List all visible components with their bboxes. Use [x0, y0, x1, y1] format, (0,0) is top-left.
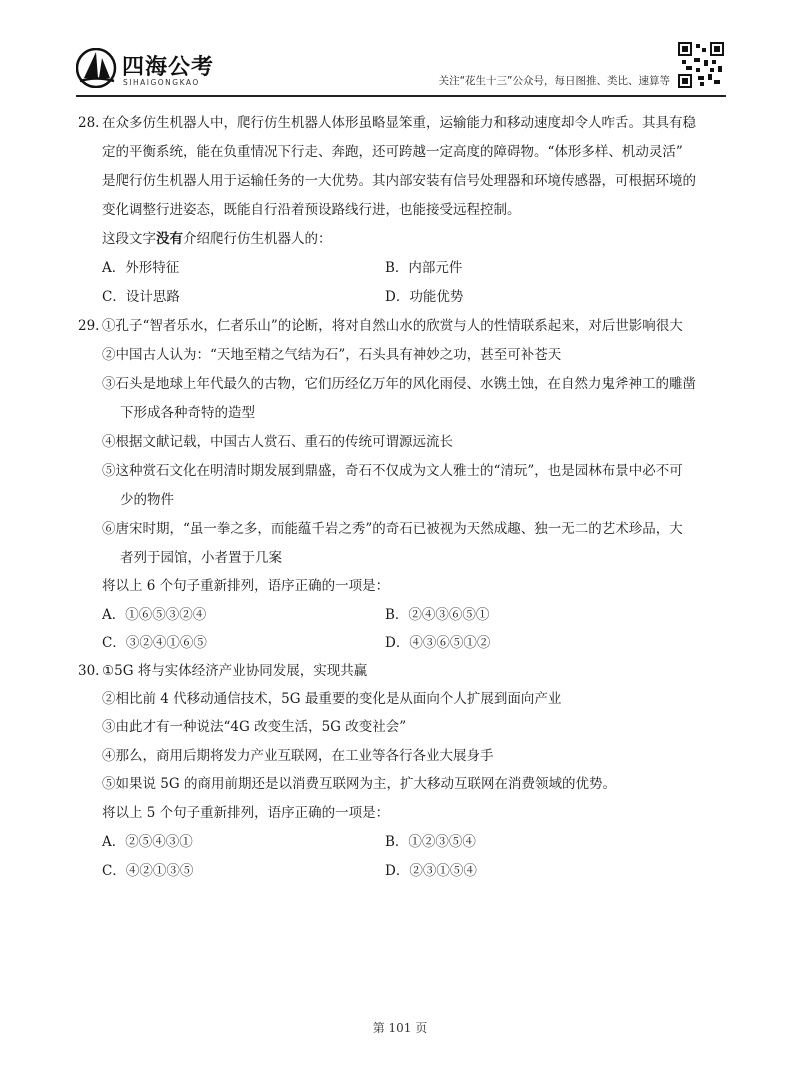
- paragraph-line: 变化调整行进姿态，既能自行沿着预设路线行进，也能接受远程控制。: [102, 202, 521, 218]
- sentence-3: ③石头是地球上年代最久的古物，它们历经亿万年的风化雨侵、水镌土蚀，在自然力鬼斧神工的雕凿: [102, 376, 696, 392]
- option-a[interactable]: A．①⑥⑤③②④: [102, 607, 207, 623]
- sentence-3: ③由此才有一种说法“4G 改变生活，5G 改变社会”: [102, 719, 407, 735]
- page-number: 第 101 页: [372, 1021, 428, 1035]
- paragraph-line: 是爬行仿生机器人用于运输任务的一大优势。其内部安装有信号处理器和环境传感器，可根据环境的: [102, 173, 696, 189]
- option-c[interactable]: C．④②①③⑤: [102, 863, 194, 879]
- sentence-1: ①孔子“智者乐水，仁者乐山”的论断，将对自然山水的欣赏与人的性情联系起来，对后世影响很大: [102, 318, 683, 334]
- sentence-2: ②相比前 4 代移动通信技术，5G 最重要的变化是从面向个人扩展到面向产业: [102, 691, 562, 707]
- question-number: 30.: [78, 663, 100, 679]
- sentence-4: ④那么，商用后期将发力产业互联网，在工业等各行各业大展身手: [102, 748, 494, 764]
- option-d[interactable]: D．功能优势: [385, 289, 464, 305]
- emphasis-text: 没有: [156, 231, 183, 247]
- question-number: 28.: [78, 115, 100, 131]
- question-prompt: 将以上 5 个句子重新排列，语序正确的一项是：: [102, 805, 390, 821]
- brand-logo: [76, 48, 236, 96]
- sentence-6: ⑥唐宋时期，“虽一拳之多，而能蕴千岩之秀”的奇石已被视为天然成趣、独一无二的艺术珍品，大: [102, 521, 683, 537]
- sentence-6-cont: 者列于园馆，小者置于几案: [120, 550, 282, 566]
- question-prompt: 这段文字没有介绍爬行仿生机器人的：: [102, 231, 332, 247]
- option-d[interactable]: D．②③①⑤④: [385, 863, 477, 879]
- sentence-5-cont: 少的物件: [120, 492, 174, 508]
- logo-text-cn: 四海公考: [122, 55, 215, 80]
- question-prompt: 将以上 6 个句子重新排列，语序正确的一项是：: [102, 578, 390, 594]
- option-d[interactable]: D．④③⑥⑤①②: [385, 635, 491, 651]
- paragraph-line: 在众多仿生机器人中，爬行仿生机器人体形虽略显笨重，运输能力和移动速度却令人咋舌。其具有稳: [102, 115, 696, 131]
- option-b[interactable]: B．内部元件: [385, 260, 463, 276]
- option-c[interactable]: C．设计思路: [102, 289, 180, 305]
- option-b[interactable]: B．②④③⑥⑤①: [385, 607, 490, 623]
- sentence-5: ⑤这种赏石文化在明清时期发展到鼎盛，奇石不仅成为文人雅士的“清玩”，也是园林布景中必不可: [102, 463, 683, 479]
- sail-logo-icon: [76, 48, 120, 88]
- sentence-2: ②中国古人认为：“天地至精之气结为石”，石头具有神妙之功，甚至可补苍天: [102, 347, 562, 363]
- paragraph-line: 定的平衡系统，能在负重情况下行走、奔跑，还可跨越一定高度的障碍物。“体形多样、机动灵活”: [102, 144, 683, 160]
- sentence-4: ④根据文献记载，中国古人赏石、重石的传统可谓源远流长: [102, 434, 453, 450]
- option-c[interactable]: C．③②④①⑥⑤: [102, 635, 207, 651]
- sentence-3-cont: 下形成各种奇特的造型: [120, 405, 255, 421]
- header-tagline: 关注“花生十三”公众号，每日图推、类比、速算等: [438, 75, 670, 87]
- sentence-1: ①5G 将与实体经济产业协同发展，实现共赢: [102, 663, 368, 679]
- page-header: [0, 0, 800, 100]
- header-rule: [76, 95, 726, 97]
- logo-text-en: SIHAIGONGKAO: [123, 78, 200, 87]
- option-a[interactable]: A．外形特征: [102, 260, 180, 276]
- option-b[interactable]: B．①②③⑤④: [385, 834, 476, 850]
- qr-code-icon[interactable]: [678, 42, 724, 88]
- option-a[interactable]: A．②⑤④③①: [102, 834, 193, 850]
- question-number: 29.: [78, 318, 100, 334]
- sentence-5: ⑤如果说 5G 的商用前期还是以消费互联网为主，扩大移动互联网在消费领域的优势。: [102, 776, 616, 792]
